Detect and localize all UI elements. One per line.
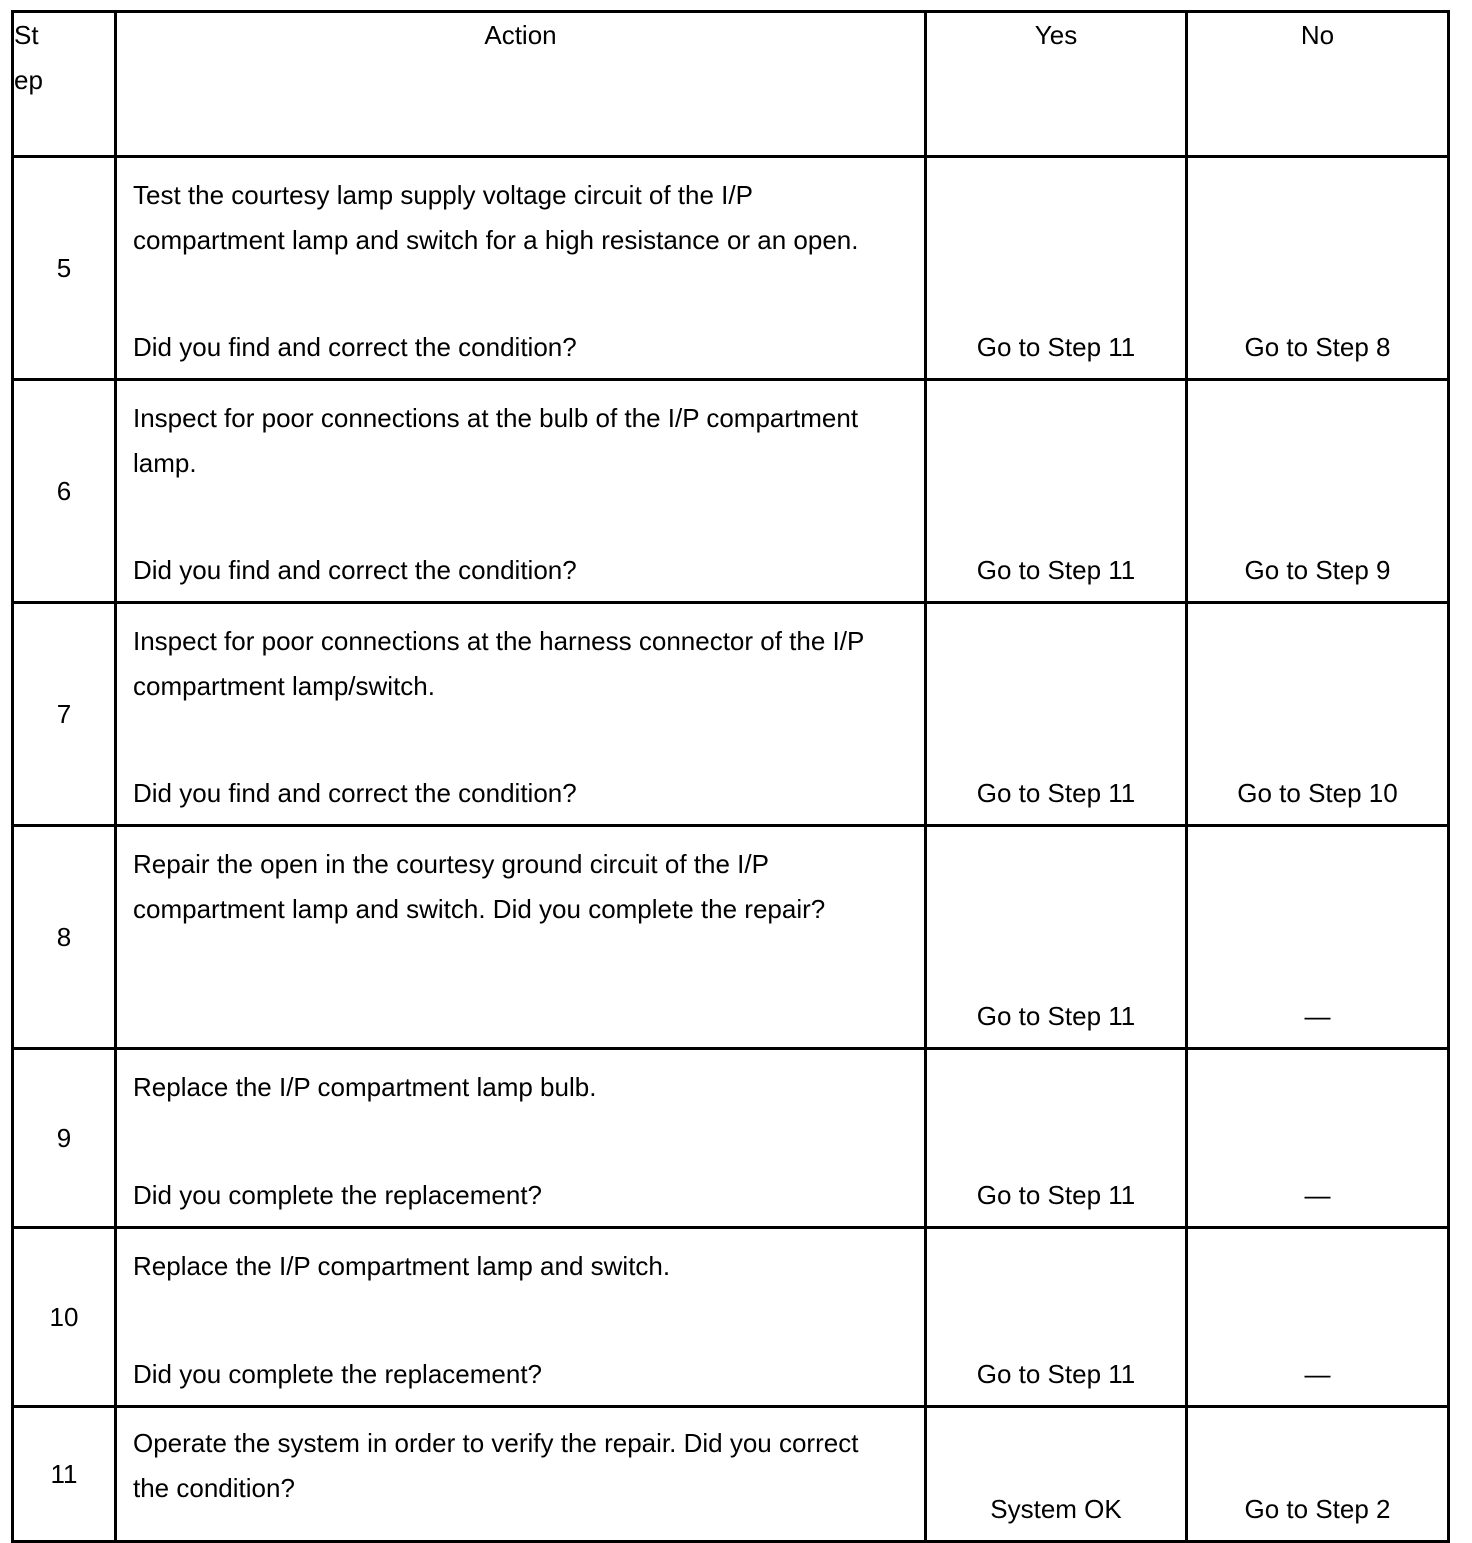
no-cell (1187, 603, 1449, 826)
no-answer: — (1304, 1359, 1331, 1389)
no-cell (1187, 157, 1449, 380)
yes-answer: Go to Step 11 (976, 555, 1136, 585)
header-action: Action (116, 12, 926, 157)
no-answer: Go to Step 9 (1244, 555, 1391, 585)
header-step (13, 12, 116, 157)
action-instruction: Repair the open in the courtesy ground circuit of the I/P compartment lamp and switch. Did you complete the repair? (133, 849, 826, 924)
table-row-step-9 (13, 1049, 1449, 1228)
action-question: Did you find and correct the condition? (133, 778, 577, 808)
action-cell (116, 826, 926, 1049)
yes-cell (926, 826, 1187, 1049)
no-answer: Go to Step 10 (1237, 778, 1398, 808)
table-row-step-7 (13, 603, 1449, 826)
action-cell (116, 1407, 926, 1542)
action-question: Did you complete the replacement? (133, 1359, 543, 1389)
header-row (13, 12, 1449, 157)
header-step-line1: St (14, 20, 39, 50)
yes-answer: Go to Step 11 (976, 1001, 1136, 1031)
action-cell (116, 380, 926, 603)
step-number: 9 (13, 1049, 116, 1228)
yes-cell (926, 603, 1187, 826)
yes-answer: Go to Step 11 (976, 1180, 1136, 1210)
table-row-step-8 (13, 826, 1449, 1049)
no-cell (1187, 1228, 1449, 1407)
yes-cell (926, 1228, 1187, 1407)
action-instruction: Inspect for poor connections at the harness connector of the I/P compartment lamp/switch. (133, 626, 864, 701)
no-answer: — (1304, 1001, 1331, 1031)
step-number: 5 (13, 157, 116, 380)
yes-cell (926, 380, 1187, 603)
action-question: Did you complete the replacement? (133, 1180, 543, 1210)
table-row-step-5 (13, 157, 1449, 380)
action-instruction: Replace the I/P compartment lamp and switch. (133, 1251, 671, 1281)
no-cell (1187, 1407, 1449, 1542)
header-no: No (1187, 12, 1449, 157)
yes-cell (926, 1407, 1187, 1542)
table-row-step-11 (13, 1407, 1449, 1542)
yes-answer: Go to Step 11 (976, 778, 1136, 808)
step-number: 6 (13, 380, 116, 603)
step-number: 8 (13, 826, 116, 1049)
yes-answer: System OK (990, 1494, 1122, 1524)
no-cell (1187, 1049, 1449, 1228)
action-instruction: Test the courtesy lamp supply voltage circuit of the I/P compartment lamp and switch for a high resistance or an open. (133, 180, 859, 255)
action-cell (116, 157, 926, 380)
step-number: 10 (13, 1228, 116, 1407)
no-answer: Go to Step 8 (1244, 332, 1391, 362)
action-question: Did you find and correct the condition? (133, 332, 577, 362)
action-question: Did you find and correct the condition? (133, 555, 577, 585)
action-cell (116, 603, 926, 826)
action-cell (116, 1049, 926, 1228)
no-cell (1187, 380, 1449, 603)
yes-answer: Go to Step 11 (976, 332, 1136, 362)
header-yes: Yes (926, 12, 1187, 157)
yes-cell (926, 157, 1187, 380)
action-instruction: Inspect for poor connections at the bulb of the I/P compartment lamp. (133, 403, 859, 478)
action-instruction: Operate the system in order to verify the repair. Did you correct the condition? (133, 1428, 859, 1503)
yes-cell (926, 1049, 1187, 1228)
yes-answer: Go to Step 11 (976, 1359, 1136, 1389)
step-number: 7 (13, 603, 116, 826)
no-cell (1187, 826, 1449, 1049)
table-row-step-6 (13, 380, 1449, 603)
header-step-line2: ep (14, 65, 43, 95)
diagnostic-table (11, 10, 1450, 1543)
step-number: 11 (13, 1407, 116, 1542)
table-row-step-10 (13, 1228, 1449, 1407)
no-answer: Go to Step 2 (1244, 1494, 1391, 1524)
action-instruction: Replace the I/P compartment lamp bulb. (133, 1072, 597, 1102)
no-answer: — (1304, 1180, 1331, 1210)
action-cell (116, 1228, 926, 1407)
